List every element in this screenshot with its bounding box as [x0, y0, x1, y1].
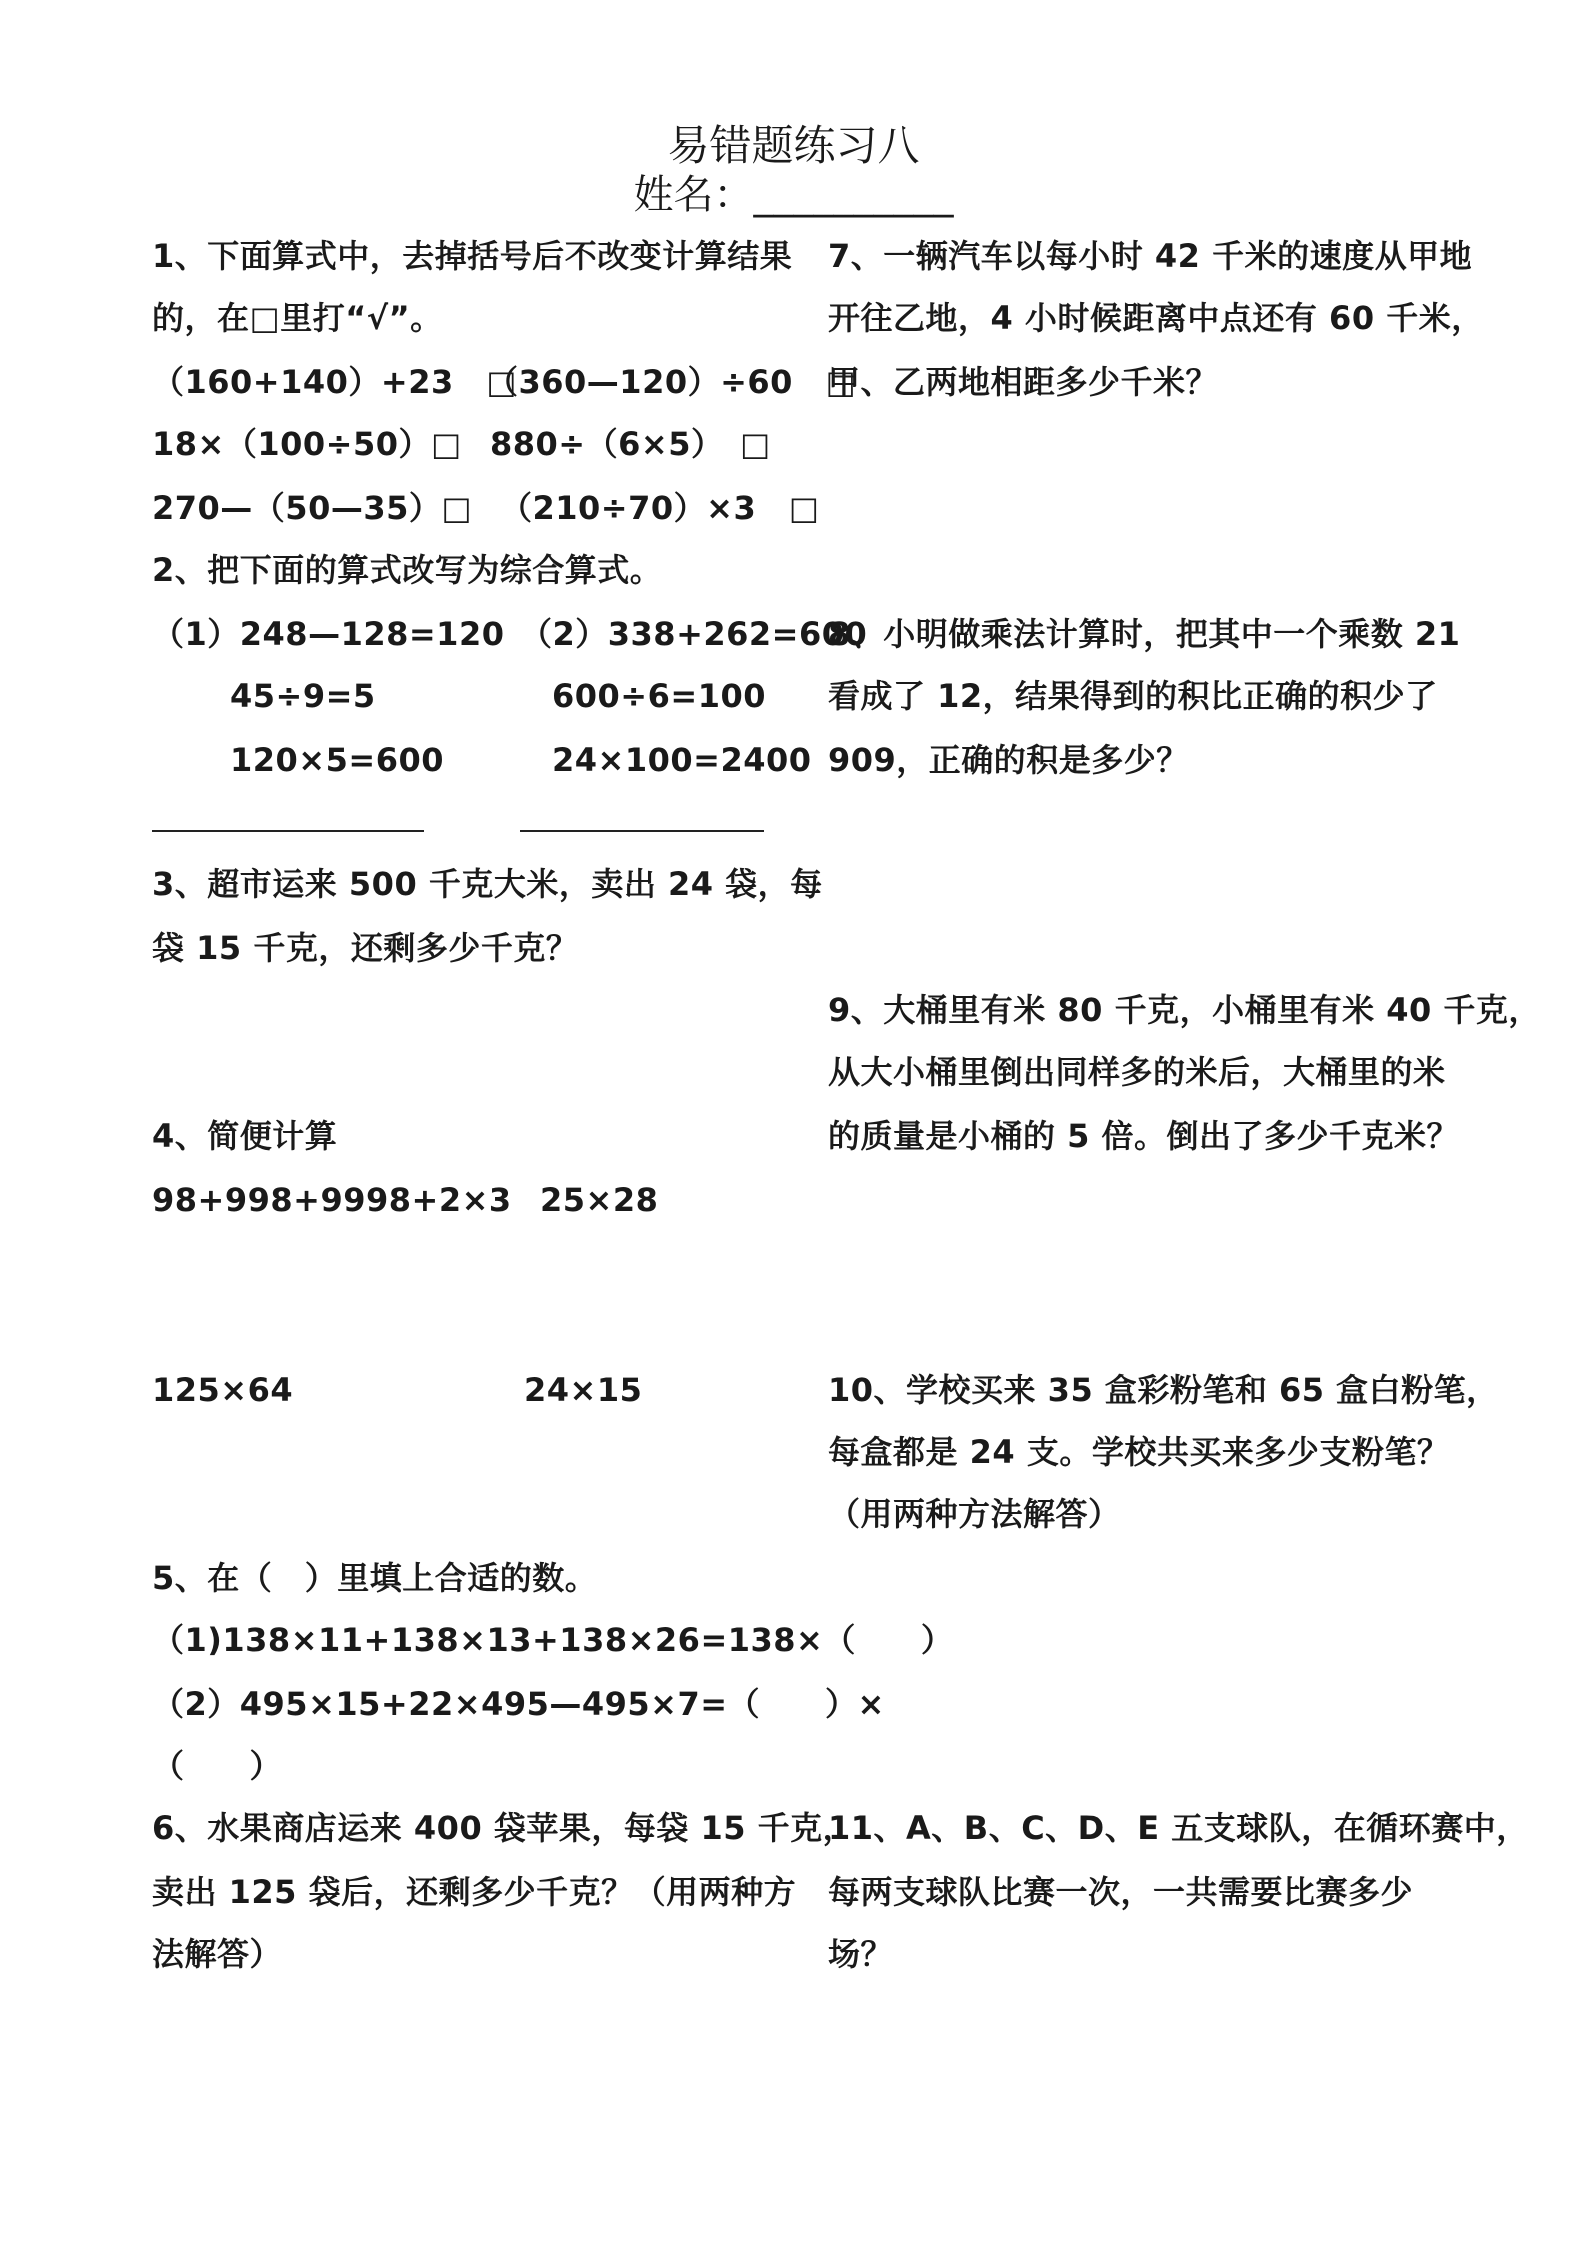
- q6-text-line-3: 法解答）: [152, 1935, 283, 1973]
- q4-expression-4: 24×15: [524, 1371, 643, 1409]
- q5-text-line-2: （1)138×11+138×13+138×26=138×（ ）: [152, 1621, 954, 1659]
- q9-text-line-3: 的质量是小桶的 5 倍。倒出了多少千克米？: [828, 1117, 1460, 1155]
- q4-expression-2: 25×28: [540, 1181, 659, 1219]
- q4-expression-1: 98+998+9998+2×3: [152, 1181, 512, 1219]
- q2-b-step-3: 24×100=2400: [552, 741, 812, 779]
- q11-text-line-1: 11、A、B、C、D、E 五支球队，在循环赛中，: [828, 1809, 1529, 1847]
- q2-answer-line-1[interactable]: [152, 830, 424, 832]
- q2-b-step-1: （2）338+262=600: [520, 615, 868, 653]
- q1-option-4[interactable]: 880÷（6×5） □: [490, 425, 771, 463]
- q1-option-2[interactable]: （360—120）÷60 □: [486, 363, 857, 401]
- q2-answer-line-2[interactable]: [520, 830, 764, 832]
- q9-text-line-2: 从大小桶里倒出同样多的米后，大桶里的米: [828, 1053, 1446, 1091]
- q5-text-line-4: （ ）: [152, 1747, 283, 1785]
- q8-text-line-2: 看成了 12，结果得到的积比正确的积少了: [828, 677, 1438, 715]
- q1-option-6[interactable]: （210÷70）×3 □: [500, 489, 820, 527]
- q1-text-line-1: 1、下面算式中，去掉括号后不改变计算结果: [152, 237, 793, 275]
- q1-text-line-2: 的，在□里打“√”。: [152, 299, 443, 337]
- q1-option-3[interactable]: 18×（100÷50）□: [152, 425, 462, 463]
- q2-a-step-2: 45÷9=5: [230, 677, 376, 715]
- q10-text-line-3: （用两种方法解答）: [828, 1495, 1121, 1533]
- q7-text-line-2: 开往乙地，4 小时候距离中点还有 60 千米，: [828, 299, 1484, 337]
- q5-text-line-1: 5、在（ ）里填上合适的数。: [152, 1559, 598, 1597]
- q9-text-line-1: 9、大桶里有米 80 千克，小桶里有米 40 千克，: [828, 991, 1541, 1029]
- q10-text-line-1: 10、学校买来 35 盒彩粉笔和 65 盒白粉笔，: [828, 1371, 1499, 1409]
- q3-text-line-1: 3、超市运来 500 千克大米，卖出 24 袋，每: [152, 865, 823, 903]
- q5-text-line-3: （2）495×15+22×495—495×7=（ ）×: [152, 1685, 885, 1723]
- q2-text-line-1: 2、把下面的算式改写为综合算式。: [152, 551, 663, 589]
- q2-a-step-1: （1）248—128=120: [152, 615, 505, 653]
- q6-text-line-2: 卖出 125 袋后，还剩多少千克？（用两种方: [152, 1873, 797, 1911]
- q2-b-step-2: 600÷6=100: [552, 677, 766, 715]
- page-title: 易错题练习八: [667, 121, 920, 170]
- q2-a-step-3: 120×5=600: [230, 741, 444, 779]
- q7-text-line-3: 甲、乙两地相距多少千米？: [828, 363, 1219, 401]
- q11-text-line-3: 场？: [828, 1935, 894, 1973]
- q4-text-line-1: 4、简便计算: [152, 1117, 338, 1155]
- q1-option-5[interactable]: 270—（50—35）□: [152, 489, 473, 527]
- name-field-line[interactable]: 姓名：__________: [633, 172, 954, 218]
- q10-text-line-2: 每盒都是 24 支。学校共买来多少支粉笔？: [828, 1433, 1450, 1471]
- q1-option-1[interactable]: （160+140）+23 □: [152, 363, 517, 401]
- q6-text-line-1: 6、水果商店运来 400 袋苹果，每袋 15 千克，: [152, 1809, 856, 1847]
- q8-text-line-1: 8、小明做乘法计算时，把其中一个乘数 21: [828, 615, 1461, 653]
- q7-text-line-1: 7、一辆汽车以每小时 42 千米的速度从甲地: [828, 237, 1473, 275]
- q11-text-line-2: 每两支球队比赛一次，一共需要比赛多少: [828, 1873, 1414, 1911]
- q8-text-line-3: 909，正确的积是多少？: [828, 741, 1189, 779]
- q3-text-line-2: 袋 15 千克，还剩多少千克？: [152, 929, 579, 967]
- q4-expression-3: 125×64: [152, 1371, 294, 1409]
